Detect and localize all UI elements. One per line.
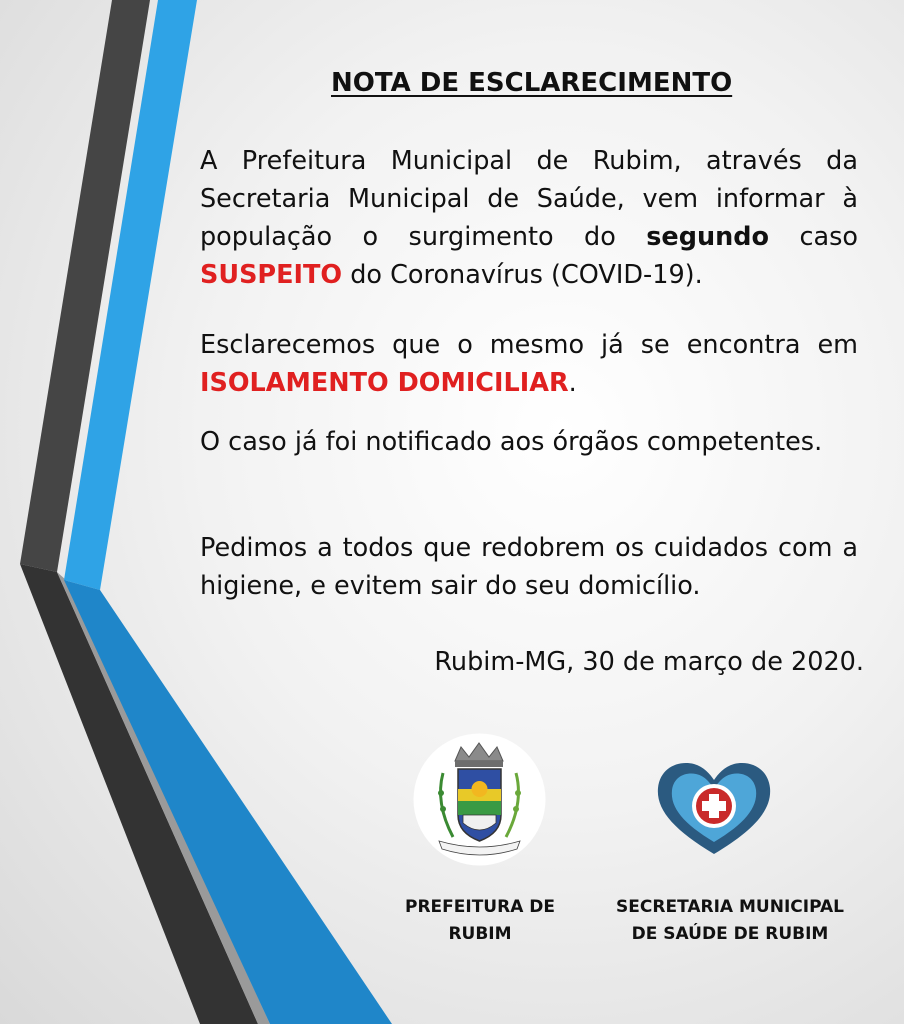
paragraph-announcement	[200, 142, 858, 294]
prefeitura-caption-line1: PREFEITURA DE	[404, 897, 555, 917]
secretaria-caption	[600, 894, 860, 948]
paragraph-request: Pedimos a todos que redobrem os cuidados com a higiene, e evitem sair do seu domicílio.	[200, 533, 858, 601]
page-title: NOTA DE ESCLARECIMENTO	[331, 68, 733, 98]
paragraph1-text-a: A Prefeitura Municipal de Rubim, através da Secretaria Municipal de Saúde, vem informar à população o surgimento do	[200, 146, 858, 252]
paragraph1-text-b: caso	[769, 222, 859, 252]
municipal-coat-of-arms-icon	[413, 733, 546, 866]
paragraph2-highlight: ISOLAMENTO DOMICILIAR	[200, 368, 569, 398]
paragraph1-highlight: SUSPEITO	[200, 260, 343, 290]
prefeitura-caption	[380, 894, 580, 948]
paragraph1-text-c: do Coronavírus (COVID-19).	[342, 260, 703, 290]
paragraph2-text-a: Esclarecemos que o mesmo já se encontra em	[200, 330, 858, 360]
paragraph2-text-b: .	[568, 368, 577, 398]
date-line: Rubim-MG, 30 de março de 2020.	[434, 647, 864, 677]
secretaria-caption-line1: SECRETARIA MUNICIPAL	[616, 897, 844, 917]
paragraph-isolation	[200, 326, 858, 402]
paragraph-notified: O caso já foi notificado aos órgãos competentes.	[200, 427, 823, 457]
heart-cross-health-icon	[654, 758, 774, 858]
prefeitura-caption-line2: RUBIM	[448, 924, 512, 944]
secretaria-caption-line2: DE SAÚDE DE RUBIM	[631, 924, 829, 944]
paragraph1-bold: segundo	[646, 222, 770, 252]
